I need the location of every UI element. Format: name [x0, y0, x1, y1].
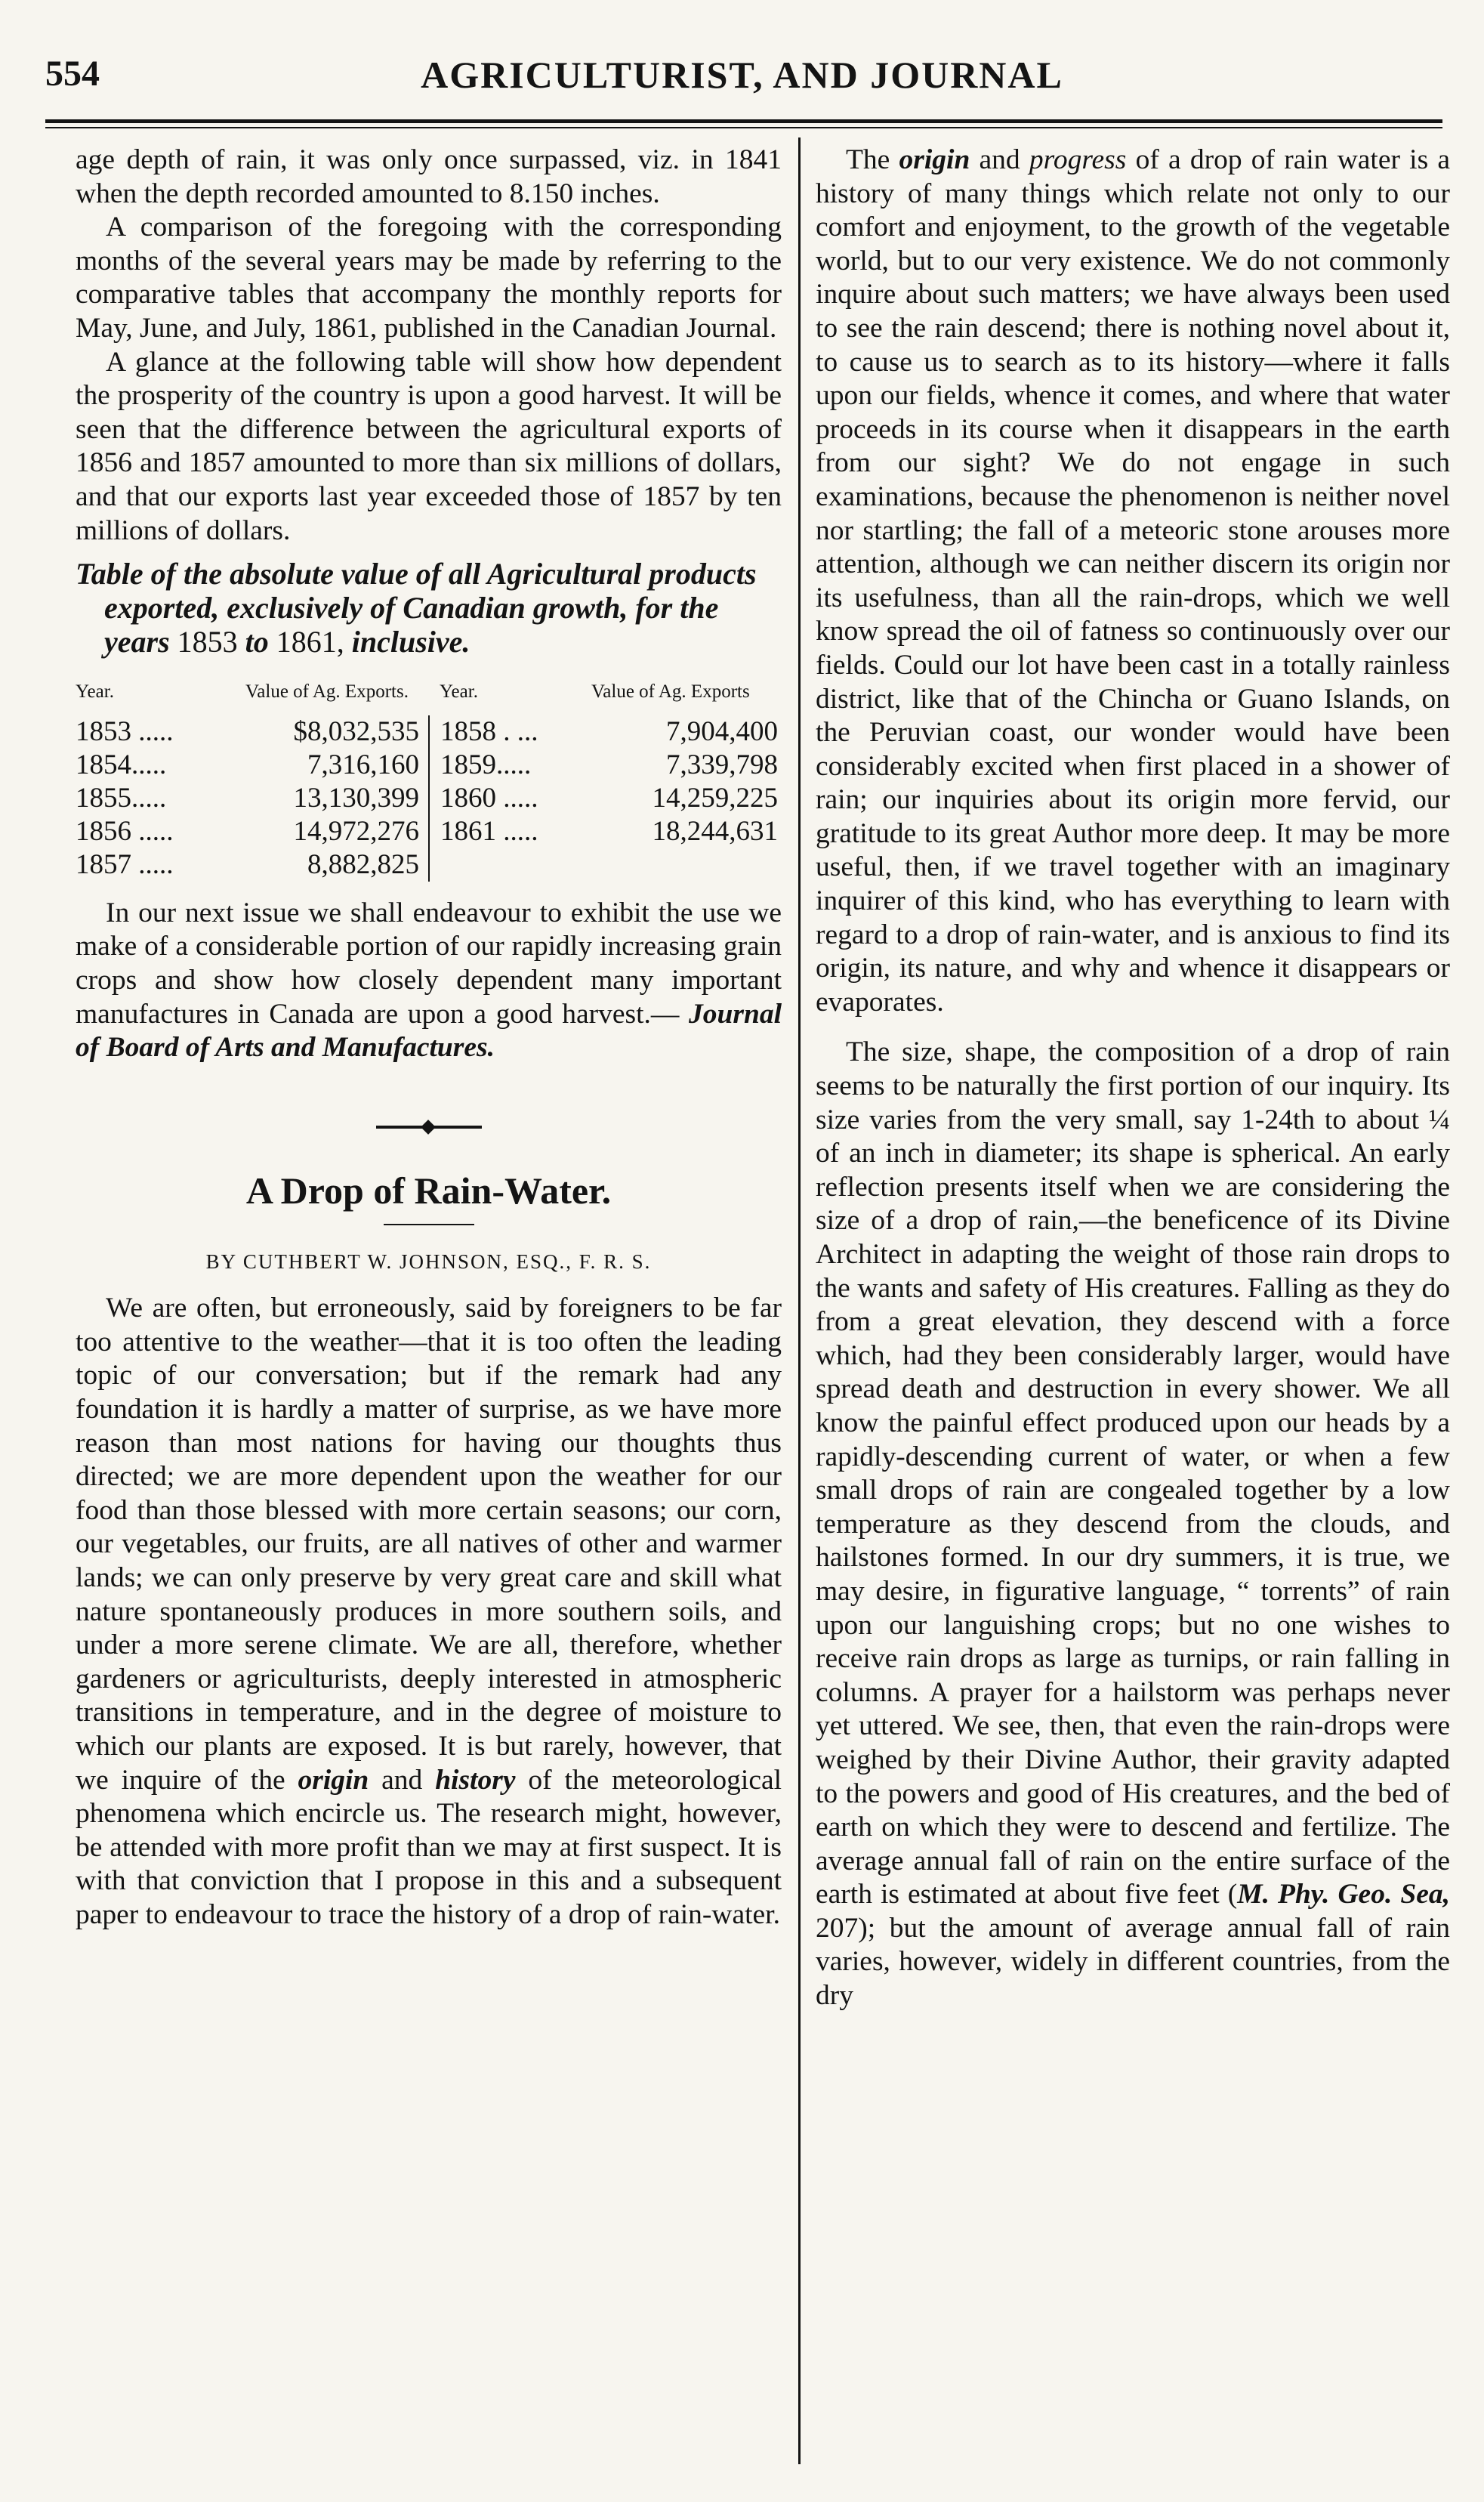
- table-cell-value: 7,316,160: [245, 749, 429, 782]
- table-cell-value: 18,244,631: [652, 815, 778, 847]
- table-cell-value: 13,130,399: [245, 782, 429, 815]
- table-row: [76, 815, 778, 848]
- right-paragraph-1: The origin and progress of a drop of rain water is a history of many things which relate not only to our comfort and enjoyment, to the growth of the vegetable world, but to our very existence. We do not commonly inquire about such matters; we have always been used to see the rain descend; there is nothing novel about it, to cause us to search as to its history—where it falls upon our fields, whence it comes, and where that water proceeds in its course when it disappears in the earth from our sight? We do not engage in such examinations, because the phenomenon is neither novel nor startling; the fall of a meteoric stone arouses more attention, although we can neither discern its origin nor its usefulness, than all the rain-drops, which we well know spread the oil of fatness so continuously over our fields. Could our lot have been cast in a totally rainless district, like that of the Chincha or Guano Islands, on the Peruvian coast, our wonder would have been considerably excited when first placed in a shower of rain; our inquiries about its origin more fervid, our gratitude to its great Author more deep. It may be more useful, then, if we travel together with an imaginary inquirer of this kind, who has everything to learn with regard to a drop of rain-water, and is anxious to find its origin, its nature, and why and whence it disappears or evaporates.: [816, 144, 1451, 1018]
- running-title: AGRICULTURIST, AND JOURNAL: [421, 54, 1063, 96]
- closing-paragraph: In our next issue we shall endeavour to exhibit the use we make of a considerable portion of our rapidly increasing grain crops and show how closely dependent many important manufactures in Canada are upon a good harvest.— Journal of Board of Arts and Manufactures.: [76, 897, 782, 1064]
- table-cell-year: 1857 .....: [76, 848, 174, 880]
- byline: BY CUTHBERT W. JOHNSON, ESQ., F. R. S.: [205, 1249, 652, 1273]
- table-cell-year: 1860 .....: [440, 782, 538, 814]
- table-cell-value: 14,259,225: [652, 782, 778, 814]
- table-cell-year: 1854.....: [76, 749, 167, 780]
- left-paragraph-2: A comparison of the foregoing with the corresponding months of the several years may be made by referring to the comparative tables that accompany the monthly reports for May, June, and July, 1861, published in the Canadian Journal.: [76, 212, 782, 344]
- table-cell-value: 14,972,276: [245, 815, 429, 848]
- table-cell-value: [591, 848, 778, 882]
- right-paragraph-2: The size, shape, the composition of a drop of rain seems to be naturally the first portion of our inquiry. Its size varies from the very small, say 1-24th to about ¼ of an inch in diameter; its shape is spherical. An early reflection presents itself when we are considering the size of a drop of rain,—the beneficence of its Divine Architect in adapting the weight of those rain drops to the wants and safety of His creatures. Falling as they do from a great elevation, they descend with a force which, had they been considerably larger, would have spread death and destruction in every shower. We all know the painful effect produced upon our heads by a rapidly-descending current of water, or when a few small drops of rain are congealed together by a low temperature as they descend from the clouds, and hailstones formed. In our dry summers, it is true, we may desire, in figurative language, “ torrents” of rain upon our languishing crops; but no one wishes to receive rain drops as large as turnips, or rain falling in columns. A prayer for a hailstorm was perhaps never yet uttered. We see, then, that even the rain-drops were weighed by their Divine Author, their gravity adapted to the powers and good of His creatures, and the bed of earth on which they were to descend and fertilize. The average annual fall of rain on the entire surface of the earth is estimated at about five feet (M. Phy. Geo. Sea, 207); but the amount of average annual fall of rain varies, however, widely in different countries, from the dry: [816, 1036, 1450, 2012]
- table-header-value-2: Value of Ag. Exports: [591, 681, 750, 703]
- table-row: [76, 848, 778, 882]
- table-cell-year: 1853 .....: [76, 715, 174, 747]
- table-cell-value: $8,032,535: [245, 715, 429, 749]
- table-row: [76, 749, 778, 782]
- header-rule-thin: [45, 127, 1442, 128]
- table-cell-year: 1859.....: [440, 749, 532, 780]
- table-header-year-1: Year.: [76, 681, 114, 703]
- left-paragraph-3: A glance at the following table will show how dependent the prosperity of the country is upon a good harvest. It will be seen that the difference between the agricultural exports of 1856 and 1857 amounted to more than six millions of dollars, and that our exports last year exceeded those of 1857 by ten millions of dollars.: [76, 346, 782, 546]
- article-paragraph-1: We are often, but erroneously, said by foreigners to be far too attentive to the weather—that it is too often the leading topic of our conversation; but if the remark had any foundation it is hardly a matter of surprise, as we have more reason than most nations for having our thoughts thus directed; we are more dependent upon the weather for our food than those blessed with more certain seasons; our corn, our vegetables, our fruits, are all natives of other and warmer lands; we can only preserve by very great care and skill what nature spontaneously produces in more southern soils, and under a more serene climate. We are all, therefore, whether gardeners or agriculturists, deeply interested in atmospheric transitions in temperature, and in the degree of moisture to which our plants are exposed. It is but rarely, however, that we inquire of the origin and history of the meteorological phenomena which encircle us. The research might, however, be attended with more profit than we may at first suspect. It is with that conviction that I propose in this and a subsequent paper to endeavour to trace the history of a drop of rain-water.: [76, 1293, 782, 1930]
- left-column: [76, 144, 782, 1932]
- closing-source: Journal of Board of Arts and Manufactures.: [76, 998, 782, 1064]
- table-cell-year: 1855.....: [76, 782, 167, 814]
- left-paragraph-1: age depth of rain, it was only once surpassed, viz. in 1841 when the depth recorded amounted to 8.150 inches.: [76, 144, 782, 209]
- page-header: [0, 53, 1484, 106]
- exports-table: [76, 675, 778, 882]
- right-column: [816, 144, 1450, 2013]
- table-header-row: [76, 675, 778, 715]
- page-number: 554: [45, 54, 100, 94]
- table-header-value-1: Value of Ag. Exports.: [245, 681, 409, 703]
- column-separator: [798, 137, 801, 2464]
- table-cell-year: 1858 . ...: [440, 715, 538, 747]
- table-cell-year: 1856 .....: [76, 815, 174, 847]
- table-cell-value: 7,904,400: [666, 715, 778, 747]
- table-row: [76, 782, 778, 815]
- table-header-year-2: Year.: [440, 681, 478, 703]
- table-cell-year: [429, 848, 591, 882]
- header-rule-thick: [45, 119, 1442, 123]
- table-cell-value: 8,882,825: [245, 848, 429, 882]
- article-title: A Drop of Rain-Water.: [245, 1169, 612, 1212]
- section-ornament: [376, 1126, 482, 1129]
- title-rule: [384, 1224, 474, 1225]
- table-cell-value: 7,339,798: [666, 749, 778, 780]
- table-caption: Table of the absolute value of all Agricultural products exported, exclusively of Canadian growth, for the years 1853 to 1861, inclusive.: [76, 557, 757, 659]
- table-cell-year: 1861 .....: [440, 815, 538, 847]
- table-row: [76, 715, 778, 749]
